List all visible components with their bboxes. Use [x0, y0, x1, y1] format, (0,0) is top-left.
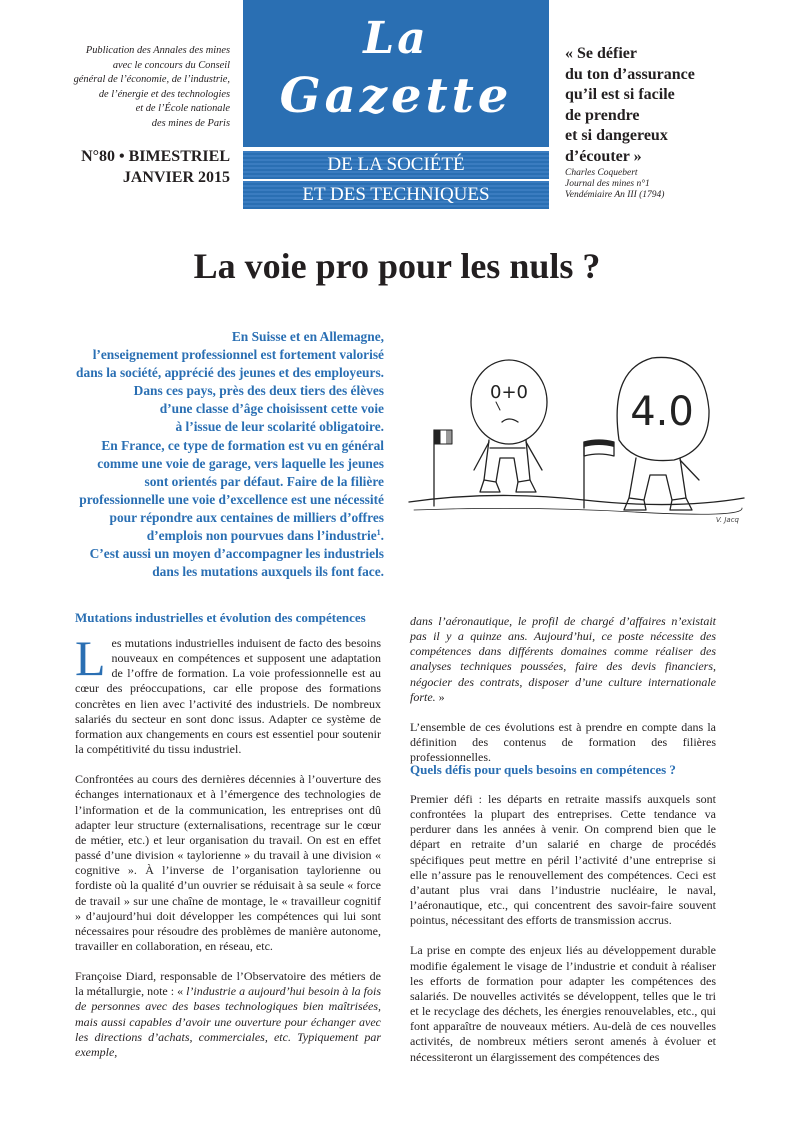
- quote-attribution: [565, 168, 765, 201]
- right-head-text: 4.0: [630, 389, 694, 435]
- intro-line: [40, 527, 384, 545]
- masthead-gazette: Gazette: [279, 68, 513, 124]
- publication-line: avec le concours du Conseil: [112, 59, 230, 71]
- intro-line: dans les mutations auxquels ils font face.: [152, 564, 384, 580]
- publication-line: Publication des Annales des mines: [85, 45, 230, 56]
- paragraph: L’ensemble de ces évolutions est à prendre en compte dans la définition des contenus de formation des filières professionnelles.: [410, 719, 716, 765]
- intro-line: En Suisse et en Allemagne,: [231, 329, 384, 344]
- publication-line: des mines de Paris: [151, 117, 230, 129]
- intro-line: C’est aussi un moyen d’accompagner les industriels: [89, 546, 384, 562]
- publication-line: général de l’économie, de l’industrie,: [73, 74, 230, 86]
- paragraph-text: Françoise Diard, responsable de l’Observatoire des métiers de la métallurgie, note : «: [75, 969, 381, 999]
- quote-line: du ton d’assurance: [565, 65, 695, 83]
- footnote-mark: 1: [376, 528, 381, 538]
- paragraph: [75, 969, 381, 1060]
- intro-line: dans la société, apprécié des jeunes et des employeurs.: [76, 365, 384, 381]
- column-left: [75, 630, 381, 1075]
- masthead-la: La: [363, 13, 429, 64]
- intro-text: [40, 328, 384, 581]
- intro-line: d’une classe d’âge choisissent cette voie: [159, 401, 384, 417]
- left-head-text: 0+0: [490, 382, 528, 403]
- issue-info: [40, 146, 230, 188]
- paragraph: Confrontées au cours des dernières décennies à l’ouverture des échanges internationaux et à l’émergence des technologies de l’information et de la communication, les entreprises ont dû adapter leur structure (externalisations, recentrage sur le cœur de métier, etc.) et leur organisation du travail. On est en effet passé d’une division « taylorienne » du travail à une division « cognitive ». À l’inverse de l’organisation taylorienne ou fordiste où la qualité d’un ouvrier se réduisait à sa seule « force de travail » sur une chaîne de montage, le « travailleur cognitif » d’aujourd’hui doit développer les compétences qui lui sont nécessaires pour résoudre des problèmes de manière autonome, travailler en collaboration, en réseau, etc.: [75, 772, 381, 953]
- column-right-bottom: [410, 792, 716, 1080]
- paragraph-quote: dans l’aéronautique, le profil de chargé d’affaires n’existait pas il y a quinze ans. Aujourd’hui, ce poste nécessite des compétences dans différents domaines comme réaliser des analyses techniques poussées, faire des devis financiers, négocier des contrats, disposer d’une culture internationale forte.: [410, 614, 716, 704]
- paragraph-text: es mutations industrielles induisent de facto des besoins nouveaux en compétences et supposent une adaptation de l’offre de formation. La voie professionnelle est au cœur des préoccupations, car elle propose des formations concrètes en lien avec l’activité des industriels. De nombreux salariés du secteur en sont donc issus. Adapter ce système de formation aux changements en cours est essentiel pour soutenir la compétitivité du tissu industriel.: [75, 636, 381, 757]
- quote-line: qu’il est si facile: [565, 86, 675, 103]
- masthead-subtitle-1: DE LA SOCIÉTÉ: [243, 151, 549, 179]
- quote-line: et si dangereux: [565, 127, 668, 144]
- intro-line-text: d’emplois non pourvues dans l’industrie: [146, 528, 377, 544]
- quote-line: d’écouter »: [565, 147, 642, 165]
- attribution-line: Vendémiaire An III (1794): [565, 190, 665, 200]
- quote-close: »: [435, 689, 445, 704]
- paragraph-quote: l’industrie a aujourd’hui besoin à la fois de personnes avec des bases technologiques bien maîtrisées, mais aussi capables d’avoir une ouverture pour échanger avec les directions d’achats, commerciales, etc. Typiquement par exemple,: [75, 984, 381, 1059]
- attribution-line: Journal des mines n°1: [565, 179, 650, 189]
- intro-line: sont orientés par défaut. Faire de la filière: [144, 473, 384, 489]
- issue-number: N°80 • BIMESTRIEL: [81, 148, 230, 165]
- publication-info: [40, 44, 230, 132]
- intro-line-end: .: [380, 528, 384, 544]
- artist-signature: V. Jacq: [715, 516, 739, 524]
- attribution-line: Charles Coquebert: [565, 168, 638, 178]
- paragraph: La prise en compte des enjeux liés au développement durable modifie également le visage de l’industrie et conduit à réaliser les efforts de formation pour adapter les compétences des salariés. De nouvelles activités se développent, telles que le tri et le recyclage des déchets, les énergies renouvelables, etc., qui font apparaître de nouveaux métiers. Au-delà de ces nouvelles activités, de nombreux métiers seront amenés à évoluer et nécessiteront un élargissement des compétences des: [410, 943, 716, 1064]
- intro-line: l’enseignement professionnel est fortement valorisé: [92, 347, 384, 363]
- dropcap: L: [75, 630, 106, 686]
- intro-line: à l’issue de leur scolarité obligatoire.: [175, 419, 384, 435]
- quote-line: de prendre: [565, 106, 640, 124]
- intro-line: Dans ces pays, près des deux tiers des élèves: [133, 383, 384, 399]
- masthead-subtitle-2: ET DES TECHNIQUES: [243, 181, 549, 209]
- intro-line: comme une voie de garage, vers laquelle les jeunes: [97, 455, 384, 471]
- quote-line: « Se défier: [565, 45, 637, 62]
- paragraph: Premier défi : les départs en retraite massifs auxquels sont confrontées la plupart des entreprises. Cette tendance va perdurer dans les années à venir. On comprend bien que le départ en retraite d’un salarié en charge de procédés spécifiques peut mettre en péril l’activité d’une entreprise si elle n’assure pas le renouvellement des compétences. Ceci est d’autant plus vrai dans l’industrie nucléaire, le naval, l’aéronautique, etc., qui concentrent des savoir-faire souvent pointus, nécessitant des efforts de transmission accrus.: [410, 792, 716, 928]
- column-right-top: [410, 614, 716, 780]
- paragraph: [410, 614, 716, 705]
- section-title-mutations: Mutations industrielles et évolution des compétences: [75, 610, 366, 625]
- publication-line: et de l’École nationale: [135, 103, 230, 115]
- issue-date: JANVIER 2015: [122, 169, 230, 186]
- intro-line: professionnelle une voie d’excellence est une nécessité: [79, 491, 384, 507]
- paragraph: [75, 630, 381, 757]
- section-title-defis: Quels défis pour quels besoins en compétences ?: [410, 762, 676, 777]
- headline: La voie pro pour les nuls ?: [193, 246, 601, 286]
- epigraph-quote: [565, 44, 765, 167]
- masthead: [243, 0, 549, 209]
- publication-line: de l’énergie et des technologies: [98, 88, 230, 100]
- intro-line: En France, ce type de formation est vu en général: [101, 437, 384, 453]
- intro-line: pour répondre aux centaines de milliers d’offres: [109, 509, 384, 525]
- cartoon-illustration: [404, 330, 749, 530]
